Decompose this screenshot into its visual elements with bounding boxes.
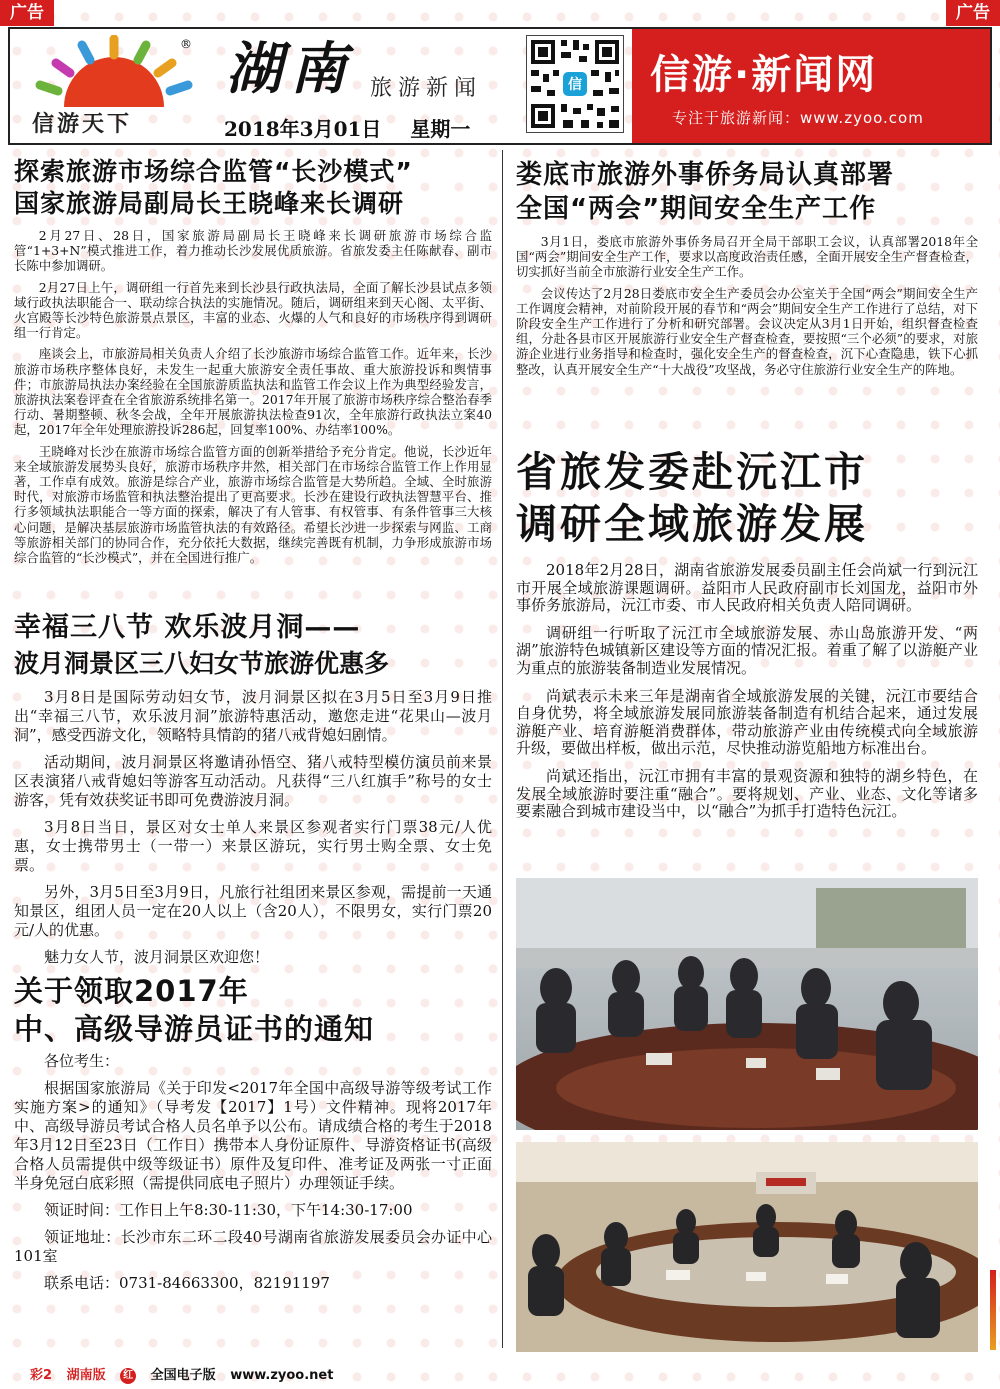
qr-code-icon[interactable]: [526, 35, 624, 133]
paragraph: 3月1日，娄底市旅游外事侨务局召开全局干部职工会议，认真部署2018年全国“两会”期间安全生产工作，要求以高度政治责任感，全面开展安全生产督查检查，切实抓好当前全市旅游行业安全生产工作。: [516, 234, 978, 280]
collection-address: 领证地址：长沙市东二环二段40号湖南省旅游发展委员会办证中心101室: [14, 1228, 492, 1265]
side-color-strip: [990, 1270, 996, 1350]
paragraph: 调研组一行听取了沅江市全域旅游发展、赤山岛旅游开发、“两湖”旅游特色城镇新区建设等方面的情况汇报。着重了解了以游艇产业为重点的旅游装备制造业发展情况。: [516, 623, 978, 677]
article-body: [14, 228, 492, 565]
newspaper-subtitle: 旅游新闻: [370, 76, 483, 101]
meeting-photo-2: [516, 1142, 978, 1352]
footer-url[interactable]: www.zyoo.net: [230, 1368, 334, 1383]
headline-second-line: 中、高级导游员证书的通知: [14, 1012, 375, 1046]
logo-text: 信游天下: [32, 111, 133, 137]
paragraph: 魅力女人节，波月洞景区欢迎您！: [44, 948, 270, 966]
paragraph: 王晓峰对长沙在旅游市场综合监管方面的创新举措给予充分肯定。他说，长沙近年来全域旅游发展势头良好，旅游市场秩序井然，相关部门在市场综合监管工作上作用显著，工作卓有成效。旅游是综合产业，旅游市场综合监管是大势所趋。全域、全时旅游时代，对旅游市场监管和执法整治提出了更高要求。长沙在建设行政执法智慧平台、推行多领域执法职能合一等方面的探索，解决了有人管事、有权管事、有条件管事三大核心问题，是解决基层旅游市场监管执法的有效路径。希望长沙进一步探索与网监、工商等旅游相关部门的协同合作，充分依托大数据，继续完善既有机制，力争形成旅游市场综合监管的“长沙模式”，并在全国进行推广。: [14, 443, 492, 566]
issue-date: 2018年3月01日: [224, 117, 382, 141]
paragraph: 2018年2月28日，湖南省旅游发展委员副主任会尚斌一行到沅江市开展全域旅游课题调研。益阳市人民政府副市长刘国龙，益阳市外事侨务旅游局，沅江市委、市人民政府相关负责人陪同调研。: [516, 561, 978, 615]
headline-second-line: 波月洞景区三八妇女节旅游优惠多: [14, 649, 390, 678]
headline: 幸福三八节 欢乐波月洞——: [14, 612, 361, 643]
qr-center-label: 信: [568, 77, 582, 93]
article-body: [516, 562, 978, 821]
headline-second-line: 全国“两会”期间安全生产工作: [516, 194, 877, 224]
greeting: 各位考生：: [44, 1052, 120, 1070]
paragraph: 会议传达了2月28日娄底市安全生产委员会办公室关于全国“两会”期间安全生产工作调度会精神，对前阶段开展的春节和“两会”期间安全生产工作进行了总结，对下阶段安全生产工作进行了分析和研究部署。会议决定从3月1日开始，组织督查检查组，分赴各县市区开展旅游行业安全生产督查检查，要按照“三个必须”的要求，对旅游企业进行业务指导和检查时，强化安全生产的督查检查，沉下心查隐患，铁下心抓整改，认真开展安全生产“十大战役”攻坚战，务必守住旅游行业安全生产的阵地。: [516, 285, 978, 377]
newspaper-title: 湖南: [226, 36, 354, 102]
brand-title: 信游·新闻网: [650, 52, 878, 98]
article-changsha-model: [14, 156, 492, 571]
paragraph: 根据国家旅游局《关于印发<2017年全国中高级导游等级考试工作实施方案>的通知》（导考发【2017】1号）文件精神。现将2017年中、高级导游员考试合格人员名单予以公布。请成绩合格的考生于2018年3月12日至23日（工作日）携带本人身份证原件、导游资格证书(高级合格人员需提供中级等级证书）原件及复印件、准考证及两张一寸正面半身免冠白底彩照（需提供同底电子照片）办理领证手续。: [14, 1079, 492, 1192]
paragraph: 座谈会上，市旅游局相关负责人介绍了长沙旅游市场综合监管工作。近年来，长沙旅游市场秩序整体良好，未发生一起重大旅游安全责任事故、重大旅游投诉和舆情事件；市旅游局执法办案经验在全国旅游质监执法和监管工作会议上作为典型经验发言，旅游执法案卷评查在全省旅游系统排名第一。2017年开展了旅游市场秩序综合整治春季行动、暑期整顿、秋冬会战，全年开展旅游执法检查91次，全年旅游行政执法立案40起，2017年全年处理旅游投诉286起，回复率100%、办结率100%。: [14, 346, 492, 438]
masthead: [8, 27, 992, 145]
brand-slogan: 专注于旅游新闻：www.zyoo.com: [672, 109, 924, 127]
headline: 探索旅游市场综合监管“长沙模式”: [14, 157, 413, 186]
paragraph: 尚斌表示未来三年是湖南省全域旅游发展的关键，沅江市要结合自身优势，将全域旅游发展同旅游装备制造有机结合起来，通过发展游艇产业、培育游艇消费群体，带动旅游产业由传统模式向全域旅游升级，要做出样板，做出示范，尽快推动游览船地方标准出台。: [516, 686, 978, 758]
headline: 省旅发委赴沅江市: [516, 448, 868, 496]
article-loudi-safety: [516, 158, 978, 383]
page-footer: [30, 1364, 343, 1384]
epaper-badge-icon: 红: [120, 1368, 136, 1384]
headline-second-line: 国家旅游局副局长王晓峰来长调研: [14, 189, 405, 218]
edition-name: 湖南版: [66, 1368, 106, 1383]
epaper-label: 全国电子版: [150, 1368, 216, 1383]
paragraph: 3月8日是国际劳动妇女节，波月洞景区拟在3月5日至3月9日推出“幸福三八节，欢乐波月洞”旅游特惠活动，邀您走进“花果山—波月洞”，感受西游文化，领略特具情韵的猪八戒背媳妇剧情。: [14, 688, 492, 744]
article-guide-certificate: [14, 972, 492, 1301]
article-womens-day: [14, 610, 492, 975]
issue-date-line: [224, 113, 492, 142]
article-body: [14, 688, 492, 967]
ad-tag-left: 广告: [0, 0, 54, 26]
headline-second-line: 调研全域旅游发展: [516, 500, 868, 548]
meeting-photo-1: [516, 878, 978, 1130]
ad-tag-right: 广告: [946, 0, 1000, 26]
paragraph: 尚斌还指出，沅江市拥有丰富的景观资源和独特的湖乡特色，在发展全域旅游时要注重“融合”。要将规划、产业、业态、文化等诸多要素融合到城市建设当中，以“融合”为抓手打造特色沅江。: [516, 766, 978, 821]
paragraph: 2月27日、28日，国家旅游局副局长王晓峰来长调研旅游市场综合监管“1+3+N”模式推进工作，着力推动长沙发展优质旅游。省旅发委主任陈献春、副市长陈中参加调研。: [14, 228, 492, 274]
issue-weekday: 星期一: [410, 117, 471, 141]
contact-phone: 联系电话：0731-84663300，82191197: [44, 1274, 330, 1292]
column-divider: [502, 150, 503, 1348]
paragraph: 另外，3月5日至3月9日，凡旅行社组团来景区参观，需提前一天通知景区，组团人员一定在20人以上（含20人），不限男女，实行门票20元/人的优惠。: [14, 883, 492, 939]
registered-mark: ®: [180, 37, 192, 51]
headline: 娄底市旅游外事侨务局认真部署: [516, 160, 895, 190]
headline: 关于领取2017年: [14, 974, 249, 1008]
paragraph: 活动期间，波月洞景区将邀请孙悟空、猪八戒特型模仿演员前来景区表演猪八戒背媳妇等游客互动活动。凡获得“三八红旗手”称号的女士游客，凭有效获奖证书即可免费游波月洞。: [14, 753, 492, 809]
brand-banner: [632, 29, 990, 143]
article-body: [14, 1052, 492, 1293]
article-yuanjiang-survey: [516, 446, 978, 831]
page-number: 彩2: [30, 1368, 53, 1383]
article-body: [516, 234, 978, 377]
paragraph: 2月27日上午，调研组一行首先来到长沙县行政执法局，全面了解长沙县试点多领域行政执法职能合一、联动综合执法的实施情况。随后，调研组来到天心阁、太平街、火宫殿等长沙特色旅游景点景区，丰富的业态、火爆的人气和良好的市场秩序得到调研组一行肯定。: [14, 279, 492, 341]
collection-time: 领证时间：工作日上午8:30-11:30，下午14:30-17:00: [44, 1201, 413, 1219]
paragraph: 3月8日当日，景区对女士单人来景区参观者实行门票38元/人优惠，女士携带男士（一带一）来景区游玩，实行男士购全票、女士免票。: [14, 818, 492, 874]
